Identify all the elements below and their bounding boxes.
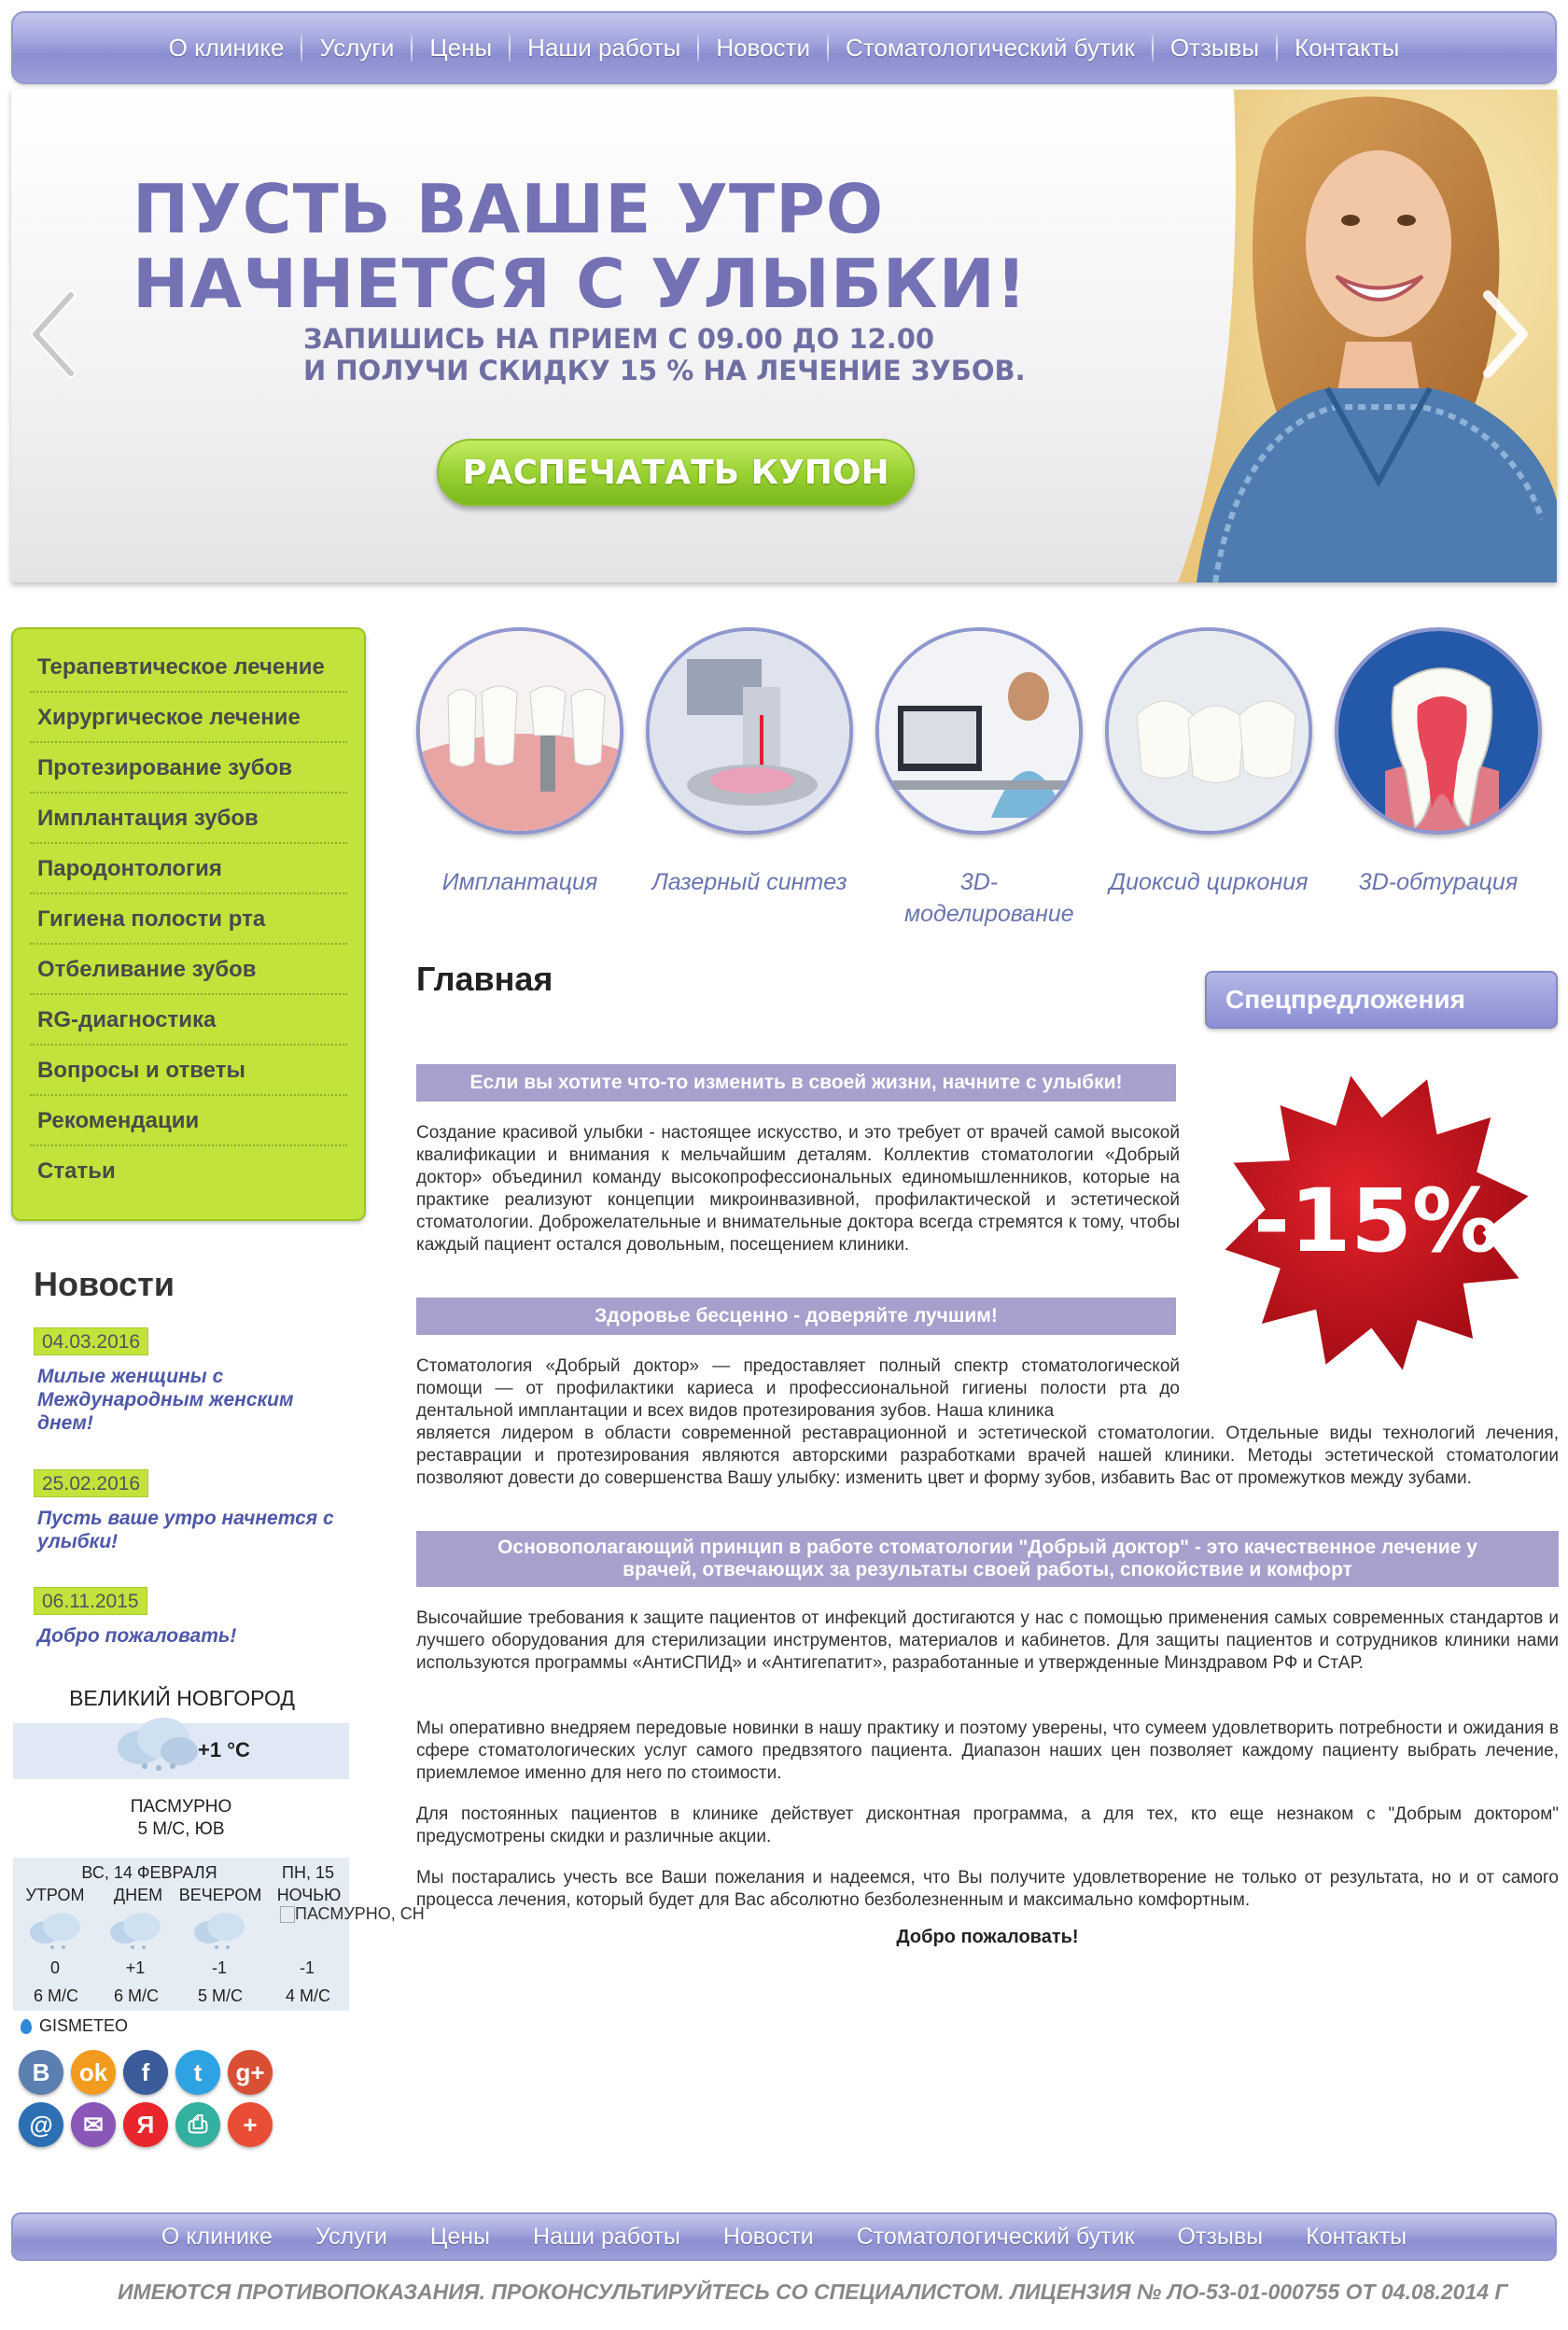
sidebar-item-periodontology[interactable]: Пародонтология (30, 844, 347, 894)
weather-city: ВЕЛИКИЙ НОВГОРОД (69, 1686, 295, 1710)
section-bar: Здоровье бесценно - доверяйте лучшим! (416, 1298, 1176, 1335)
odnoklassniki-icon[interactable]: ok (71, 2050, 116, 2095)
footer-nav (11, 2212, 1557, 2261)
nav-separator (1276, 34, 1278, 62)
hero-subtitle (303, 323, 1026, 386)
service-label-obturation[interactable]: 3D-обтурация (1358, 869, 1519, 895)
nav-separator (411, 34, 413, 62)
section-bar: Основополагающий принцип в работе стоматологии "Добрый доктор" - это качественное лечение у врачей, отвечающих за результаты своей работы, спокойствие и комфорт (416, 1531, 1559, 1587)
nav-item-services[interactable]: Услуги (319, 33, 395, 62)
weather-period: УТРОМ (25, 1886, 85, 1904)
license-text: ИМЕЮТСЯ ПРОТИВОПОКАЗАНИЯ. ПРОКОНСУЛЬТИРУЙТЕСЬ СО СПЕЦИАЛИСТОМ. ЛИЦЕНЗИЯ № ЛО-53-01-000755 ОТ 04.08.2014 Г (118, 2280, 1508, 2304)
service-label-laser[interactable]: Лазерный синтез (651, 869, 847, 895)
slider-next-arrow-icon[interactable] (1477, 288, 1533, 381)
nav-item-reviews[interactable]: Отзывы (1169, 33, 1260, 62)
footer-nav-about[interactable]: О клинике (161, 2223, 273, 2250)
weather-temp: 0 (49, 1958, 60, 1977)
sidebar-item-hygiene[interactable]: Гигиена полости рта (30, 894, 347, 945)
weather-broken-image-alt: ПАСМУРНО, СН (295, 1904, 425, 1923)
sidebar-item-whitening[interactable]: Отбеливание зубов (30, 945, 347, 995)
news-link[interactable]: Пусть ваше утро начнется с улыбки! (37, 1508, 334, 1552)
email-icon[interactable]: ✉ (71, 2102, 116, 2147)
cloud-snow-icon (189, 1908, 254, 1951)
sidebar-item-recommendations[interactable]: Рекомендации (30, 1096, 347, 1146)
paragraph: Мы оперативно внедряем передовые новинки в нашу практику и поэтому уверены, что сумеем удовлетворить потребности и ожидания в сфере стоматологических услуг самого предвзятого пациента. Диапазон наших цен позволяет каждому пациенту выбрать лечение, приемлемое именно для него по стоимости. (416, 1719, 1559, 1783)
tooth-cross-section-illustration (1338, 631, 1542, 835)
weather-period: НОЧЬЮ (276, 1886, 342, 1904)
weather-day1: ВС, 14 ФЕВРАЛЯ (81, 1863, 217, 1882)
paragraph: является лидером в области современной реставрационной и эстетической стоматологии. Отдельные виды технологий лечения, реставрации и протезирования являются авторскими разработками врачей нашей клиники. Методы эстетической стоматологии позволяют довести до совершенства Вашу улыбку: изменить цвет и форму зубов, избавить Вас от промежутков между зубами. (416, 1424, 1559, 1488)
nav-item-about[interactable]: О клинике (168, 33, 285, 62)
news-date: 04.03.2016 (34, 1327, 148, 1355)
discount-badge[interactable] (1223, 1074, 1531, 1372)
special-offers-header[interactable]: Спецпредложения (1205, 971, 1558, 1029)
share-more-icon[interactable]: + (228, 2102, 273, 2147)
yandex-icon[interactable]: Я (123, 2102, 168, 2147)
news-date: 25.02.2016 (34, 1469, 148, 1497)
implant-illustration (420, 631, 623, 835)
print-coupon-button[interactable]: РАСПЕЧАТАТЬ КУПОН (437, 439, 915, 506)
weather-broken-image (280, 1904, 439, 1924)
weather-wind: 6 М/С (33, 1986, 78, 2005)
cloud-snow-icon (24, 1908, 90, 1951)
paragraph: Стоматология «Добрый доктор» — предоставляет полный спектр стоматологической помощи — от профилактики кариеса и профессиональной гигиены полости рта до дентальной имплантации и всех видов протезирования зубов. Наша клиника (416, 1356, 1180, 1421)
cloud-snow-icon (112, 1712, 202, 1772)
service-label-3d-modeling[interactable]: 3D-моделирование (904, 869, 1074, 927)
hero-slider (11, 90, 1557, 582)
gismeteo-link[interactable] (21, 2016, 128, 2036)
weather-wind: 4 М/С (285, 1986, 330, 2005)
paragraph: Высочайшие требования к защите пациентов от инфекций достигаются у нас с помощью применения самых современных стандартов и лучшего оборудования для стерилизации инструментов, материалов и кабинетов. Для защиты пациентов и сотрудников клиники нами используются программы «АнтиСПИД» и «Антигепатит», разработанные и утвержденные Минздравом РФ и СтАР. (416, 1608, 1559, 1673)
sidebar-item-rg-diagnostics[interactable]: RG-диагностика (30, 995, 347, 1046)
welcome-text: Добро пожаловать! (896, 1927, 1079, 1947)
paragraph: Мы постарались учесть все Ваши пожелания и надеемся, что Вы получите удовлетворение не только от результата, но и от самого процесса лечения, который будет для Вас абсолютно безболезненным и максимально комфортным. (416, 1868, 1559, 1910)
news-date: 06.11.2015 (34, 1587, 147, 1615)
computer-modeling-illustration (879, 631, 1083, 835)
nav-item-works[interactable]: Наши работы (527, 33, 681, 62)
footer-nav-prices[interactable]: Цены (429, 2223, 491, 2250)
googleplus-icon[interactable]: g+ (228, 2050, 273, 2095)
cloud-snow-icon (105, 1908, 170, 1951)
weather-wind: 5 М/С, ЮВ (137, 1819, 225, 1839)
paragraph: Для постоянных пациентов в клинике действует дисконтная программа, а для тех, кто еще незнаком с "Добрым доктором" предусмотрены скидки и различные акции. (416, 1804, 1559, 1846)
section-bar: Если вы хотите что-то изменить в своей жизни, начните с улыбки! (416, 1064, 1176, 1102)
weather-current-temp: +1 °C (198, 1738, 250, 1762)
3d-obturation-image[interactable] (1335, 627, 1542, 835)
weather-temp: -1 (211, 1958, 227, 1977)
nav-item-prices[interactable]: Цены (429, 33, 493, 62)
sidebar-item-prosthetics[interactable]: Протезирование зубов (30, 743, 347, 793)
laser-synthesis-image[interactable] (646, 627, 853, 835)
news-link[interactable]: Милые женщины с Международным женским днем! (37, 1366, 294, 1434)
gismeteo-label: GISMETEO (39, 2016, 129, 2035)
drop-icon (21, 2019, 32, 2034)
implant-image[interactable] (416, 627, 623, 835)
hero-sub-line2: И ПОЛУЧИ СКИДКУ 15 % НА ЛЕЧЕНИЕ ЗУБОВ. (303, 355, 1026, 386)
broken-image-icon (280, 1906, 295, 1923)
facebook-icon[interactable]: f (123, 2050, 168, 2095)
sidebar-item-implantation[interactable]: Имплантация зубов (30, 793, 347, 844)
sidebar-item-faq[interactable]: Вопросы и ответы (30, 1046, 347, 1096)
nav-item-boutique[interactable]: Стоматологический бутик (845, 33, 1135, 62)
footer-nav-reviews[interactable]: Отзывы (1177, 2223, 1264, 2250)
weather-current-desc (13, 1796, 349, 1841)
vk-icon[interactable]: В (19, 2050, 63, 2095)
print-icon[interactable]: ⎙ (175, 2102, 220, 2147)
footer-nav-services[interactable]: Услуги (315, 2223, 387, 2250)
3d-modeling-image[interactable] (875, 627, 1083, 835)
sidebar-services-menu (11, 627, 366, 1221)
weather-condition: ПАСМУРНО (130, 1797, 232, 1817)
weather-temp: -1 (299, 1958, 315, 1977)
top-nav (11, 11, 1557, 84)
laser-machine-illustration (650, 631, 853, 835)
footer-nav-news[interactable]: Новости (722, 2223, 814, 2250)
hero-title-line1: ПУСТЬ ВАШЕ УТРО (133, 170, 885, 248)
hero-sub-line1: ЗАПИШИСЬ НА ПРИЕМ С 09.00 ДО 12.00 (303, 323, 935, 355)
twitter-icon[interactable]: t (175, 2050, 220, 2095)
nav-separator (301, 34, 302, 62)
footer-nav-works[interactable]: Наши работы (533, 2223, 680, 2250)
nav-separator (1152, 34, 1154, 62)
weather-period: ВЕЧЕРОМ (178, 1886, 262, 1904)
news-heading: Новости (34, 1265, 175, 1303)
hero-title-line2: НАЧНЕТСЯ С УЛЫБКИ! (133, 245, 1028, 323)
weather-wind: 5 М/С (197, 1986, 243, 2005)
service-label-zirconia[interactable]: Диоксид циркония (1109, 869, 1309, 895)
weather-period: ДНЕМ (113, 1886, 163, 1904)
footer-nav-boutique[interactable]: Стоматологический бутик (856, 2223, 1135, 2250)
nav-separator (827, 34, 829, 62)
page-title: Главная (416, 960, 553, 998)
service-label-implantation[interactable]: Имплантация (441, 869, 598, 895)
zirconia-crowns-illustration (1109, 631, 1312, 835)
weather-day2: ПН, 15 (282, 1863, 334, 1882)
nav-item-contacts[interactable]: Контакты (1295, 33, 1400, 62)
footer-nav-contacts[interactable]: Контакты (1306, 2223, 1407, 2250)
sidebar-item-surgery[interactable]: Хирургическое лечение (30, 693, 347, 743)
zirconia-image[interactable] (1105, 627, 1312, 835)
paragraph: Создание красивой улыбки - настоящее искусство, и это требует от врачей самой высокой квалификации и внимания к мельчайшим деталям. Коллектив стоматологии «Добрый доктор» объединил команду высокопрофессиональных единомышленников, которые на практике реализуют концепции микроинвазивной, профилактической и эстетической стоматологии. Доброжелательные и внимательные доктора всегда стремятся к тому, чтобы каждый пациент остался довольным, посещением клиники. (416, 1123, 1180, 1255)
hero-title (133, 172, 1028, 321)
discount-text: -15% (1253, 1171, 1501, 1272)
slider-prev-arrow-icon[interactable] (26, 288, 82, 381)
weather-wind: 6 М/С (113, 1986, 159, 2005)
news-link[interactable]: Добро пожаловать! (37, 1625, 237, 1647)
nav-separator (697, 34, 699, 62)
nav-separator (509, 34, 511, 62)
sidebar-item-therapy[interactable]: Терапевтическое лечение (30, 642, 347, 693)
mailru-icon[interactable]: @ (19, 2102, 63, 2147)
weather-temp: +1 (125, 1958, 146, 1977)
sidebar-item-articles[interactable]: Статьи (37, 1158, 116, 1184)
nav-item-news[interactable]: Новости (716, 33, 810, 62)
